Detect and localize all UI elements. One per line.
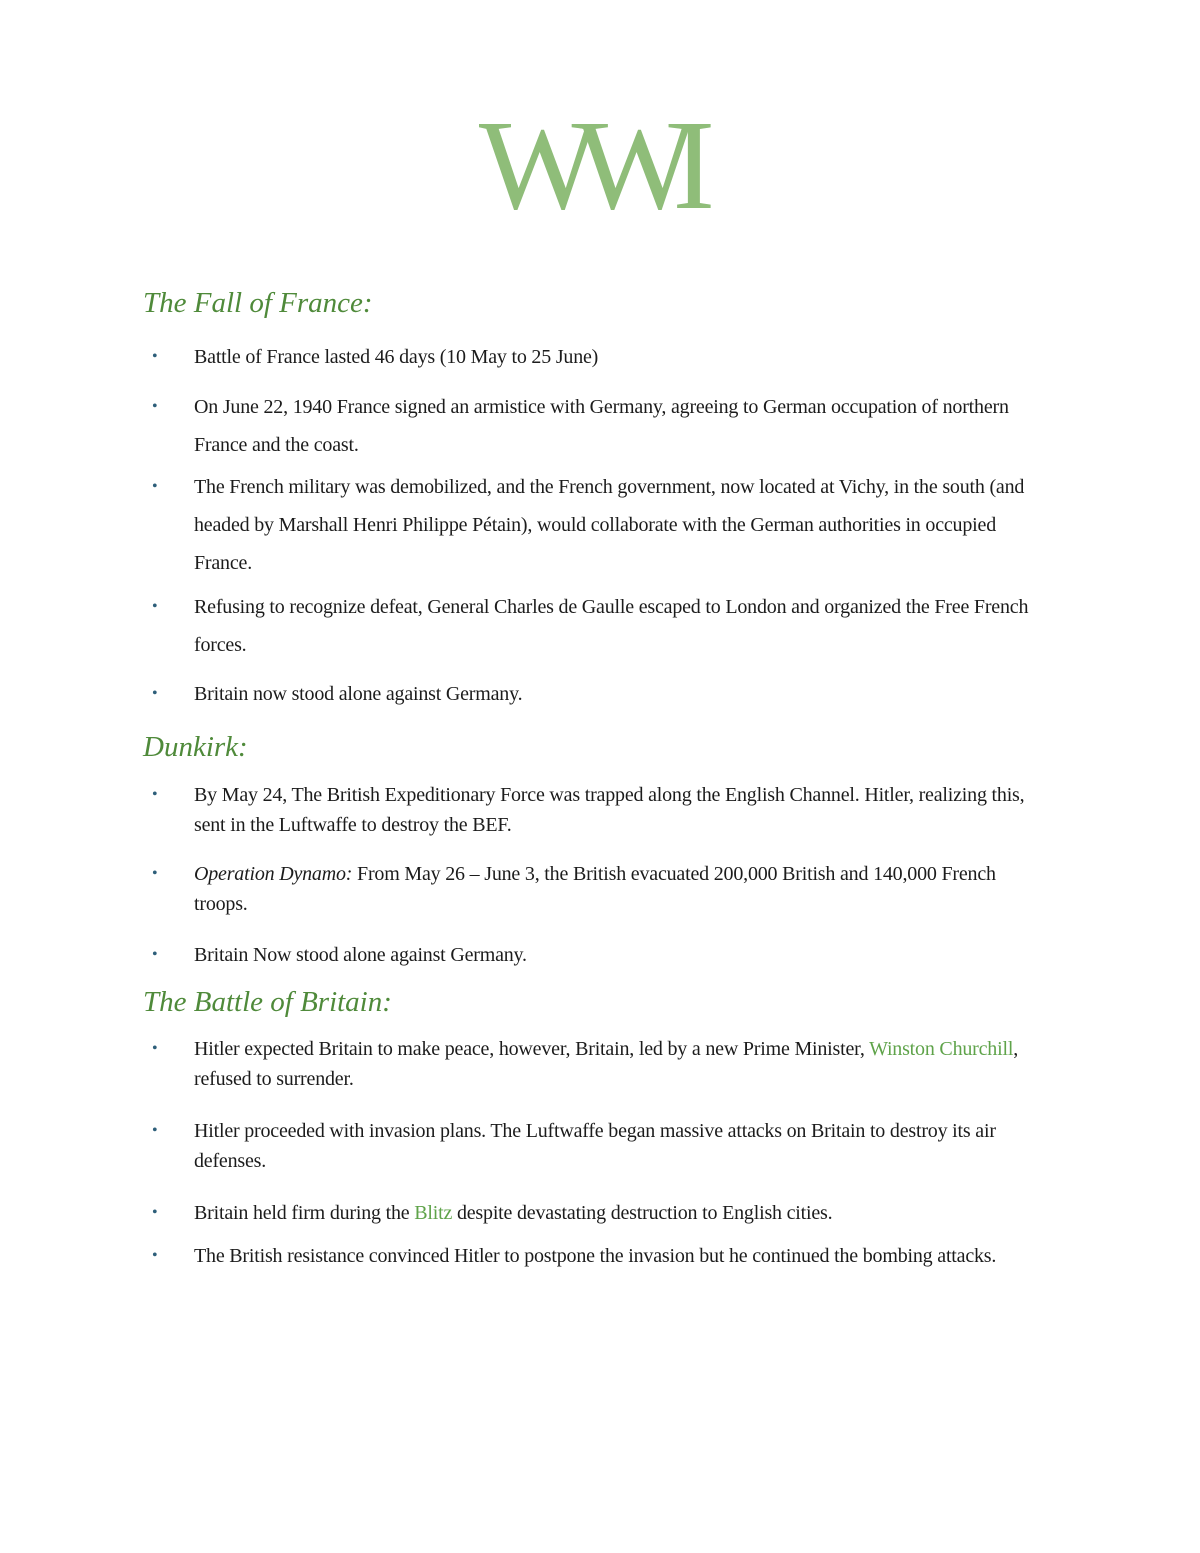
list-item xyxy=(152,588,1054,664)
list-item-text: The French military was demobilized, and the French government, now located at Vichy, in the south (and headed by Marshall Henri Philippe Pétain), would collaborate with the German authorities in occupied France. xyxy=(194,476,1025,574)
list-item-text: Refusing to recognize defeat, General Charles de Gaulle escaped to London and organized the Free French forces. xyxy=(194,596,1029,656)
list-item-text: Britain now stood alone against Germany. xyxy=(194,683,523,705)
list-item-text: despite devastating destruction to English cities. xyxy=(452,1202,833,1224)
list-item xyxy=(152,859,1054,919)
bullet-icon: • xyxy=(152,865,158,882)
list-item xyxy=(152,940,1054,970)
winston-churchill-link[interactable]: Winston Churchill xyxy=(869,1038,1014,1060)
list-item xyxy=(152,1241,1054,1271)
bullet-icon: • xyxy=(152,1122,158,1139)
title-text: WWI xyxy=(478,108,692,236)
bullet-icon: • xyxy=(152,398,158,415)
section-heading-battle-of-britain: The Battle of Britain: xyxy=(143,986,392,1018)
list-item xyxy=(152,679,1054,709)
list-item xyxy=(152,780,1054,840)
list-item-text: Hitler proceeded with invasion plans. The Luftwaffe began massive attacks on Britain to destroy its air defenses. xyxy=(194,1120,996,1172)
page-title xyxy=(0,108,1200,248)
list-item xyxy=(152,1116,1054,1176)
blitz-link[interactable]: Blitz xyxy=(414,1202,453,1224)
list-item-text: , refused to surrender. xyxy=(194,1038,1018,1090)
section-heading-fall-of-france: The Fall of France: xyxy=(143,287,373,319)
bullet-icon: • xyxy=(152,478,158,495)
bullet-icon: • xyxy=(152,598,158,615)
bullet-icon: • xyxy=(152,1040,158,1057)
list-item xyxy=(152,468,1054,582)
list-item-text: The British resistance convinced Hitler to postpone the invasion but he continued the bombing attacks. xyxy=(194,1245,997,1267)
title-wordmark xyxy=(0,108,1200,248)
bullet-icon: • xyxy=(152,946,158,963)
bullet-icon: • xyxy=(152,685,158,702)
list-item xyxy=(152,1034,1054,1094)
list-item-text: Britain held firm during the xyxy=(194,1202,415,1224)
list-item-text: By May 24, The British Expeditionary Force was trapped along the English Channel. Hitler, realizing this, sent in the Luftwaffe to destroy the BEF. xyxy=(194,784,1025,836)
section-heading-dunkirk: Dunkirk: xyxy=(143,731,248,763)
bullet-icon: • xyxy=(152,786,158,803)
list-item xyxy=(152,388,1054,464)
list-item-lead: Operation Dynamo: xyxy=(194,863,353,885)
list-item-text: Hitler expected Britain to make peace, however, Britain, led by a new Prime Minister, xyxy=(194,1038,870,1060)
list-item-text: Battle of France lasted 46 days (10 May to 25 June) xyxy=(194,346,599,368)
list-item xyxy=(152,342,1054,372)
bullet-icon: • xyxy=(152,348,158,365)
list-item-text: From May 26 – June 3, the British evacuated 200,000 British and 140,000 French troops. xyxy=(194,863,996,915)
list-item xyxy=(152,1198,1054,1228)
list-item-text: Britain Now stood alone against Germany. xyxy=(194,944,527,966)
bullet-icon: • xyxy=(152,1204,158,1221)
bullet-icon: • xyxy=(152,1247,158,1264)
list-item-text: On June 22, 1940 France signed an armistice with Germany, agreeing to German occupation of northern France and the coast. xyxy=(194,396,1009,456)
